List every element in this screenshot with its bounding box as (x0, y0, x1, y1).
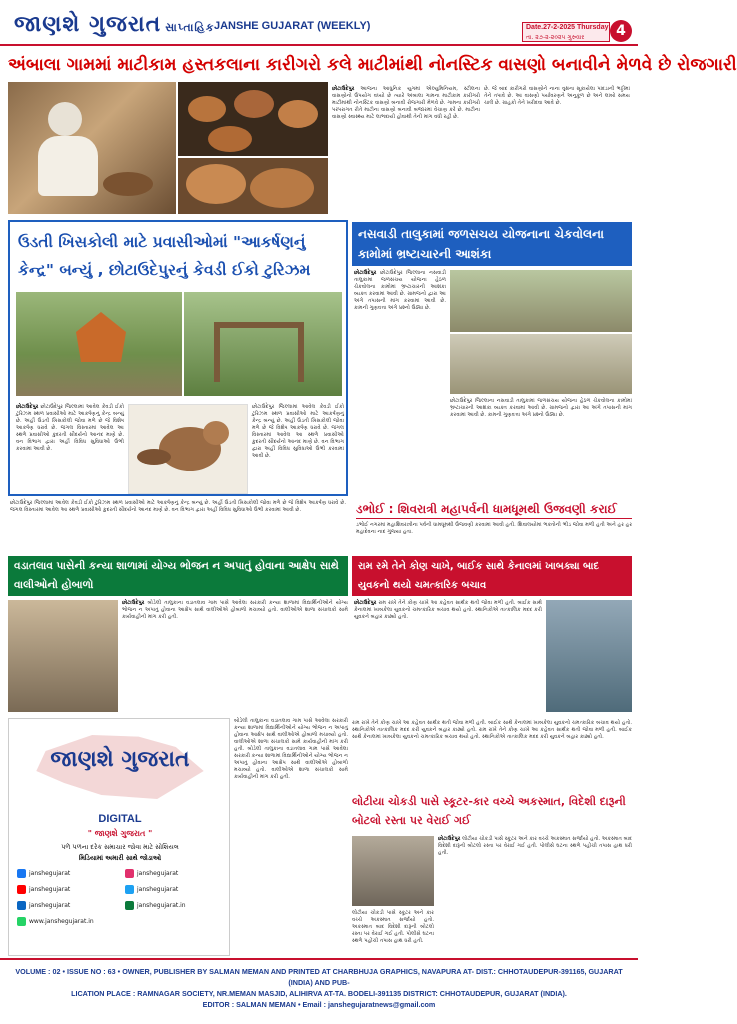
story2-text-left: છોટાઉદેપુર જિલ્લામાં આવેલ કેવડી ઈકો ટુરિઝમ સ્થળ પ્રવાસીઓ માટે આકર્ષણનું કેન્દ્ર બન્યું છે. અહીં ઉડતી ખિસકોલી જોવા મળે છે જે વિશેષ આકર્ષણ ધરાવે છે. જંગલ વિસ્તારમાં આવેલ આ સ્થળે પ્રવાસીઓ કુદરતી સૌંદર્યનો આનંદ માણે છે. વન વિભાગ દ્વારા અહીં વિવિધ સુવિધાઓ ઉભી કરવામાં આવી છે. (16, 404, 124, 452)
story3-text-1: છોટાઉદેપુર જિલ્લાના નસવાડી તાલુકામાં જળસંચય યોજના હેઠળ ચેકવોલના કામોમાં ભ્રષ્ટાચારની આશંકા વ્યક્ત કરવામાં આવી છે. ગ્રામજનો દ્વારા આ અંગે તપાસની માંગ કરવામાં આવી છે. કામની ગુણવત્તા અંગે પ્રશ્નો ઉઠ્યા છે. (354, 270, 446, 311)
keydi-ecotourism-photo (16, 292, 182, 396)
social-twitter[interactable]: janshegujarat (125, 885, 178, 894)
story6-dateline: છોટાઉદેપુર (354, 600, 377, 606)
story3-dateline: છોટાઉદેપુર (354, 270, 377, 276)
story5-continued-text: બોડેલી તાલુકાના વડાતલાવ ગામ પાસે આવેલા સરકારી કન્યા શાળામાં વિદ્યાર્થિનીઓને યોગ્ય ભોજન ન અપાતું હોવાના આક્ષેપ સાથે વાલીઓએ હોબાળો મચાવ્યો હતો. વાલીઓએ શાળા સંચાલકો સામે કાર્યવાહીની માંગ કરી હતી. (234, 718, 348, 752)
facebook-icon (17, 869, 26, 878)
story3-block (352, 222, 632, 496)
youtube-icon (17, 885, 26, 894)
story4-body (356, 522, 632, 550)
story6-block (352, 556, 632, 716)
ad-digital: DIGITAL (98, 813, 142, 825)
checkwall-photo-2 (450, 334, 632, 394)
clay-pots-photo (178, 82, 328, 156)
story4-headline: ડભોઈ : શિવરાત્રી મહાપર્વની ધામધૂમથી ઉજવણી કરાઈ (356, 500, 632, 519)
flying-squirrel-photo (128, 404, 248, 494)
story1-column1 (332, 86, 480, 216)
story2-box (8, 220, 348, 496)
page-number: 4 (610, 20, 632, 42)
date-english: Date.27-2-2025 Thursday (526, 24, 609, 31)
story7-body (438, 836, 632, 954)
story2-headline: ઉડતી ખિસકોલી માટે પ્રવાસીઓમાં "આકર્ષણનું કેન્દ્ર" બન્યું , છોટાઉદેપુરનું કેવડી ઈકો ટુરિઝમ (18, 233, 311, 279)
logo-suffix: સાપ્તાહિક (165, 21, 215, 34)
date-box (522, 22, 610, 42)
instagram-icon (125, 869, 134, 878)
twitter-icon (125, 885, 134, 894)
story5-dateline: છોટાઉદેપુર (122, 600, 145, 606)
headline-main: અંબાલા ગામમાં માટીકામ હસ્તકલાના કારીગરો કલે માટીમાંથી નોનસ્ટિક વાસણો બનાવીને મેળવે છે રોજગારી (8, 55, 737, 75)
story5-body (122, 600, 348, 712)
story7-body-below: લોટીયા ચોકડી પાસે સ્કૂટર અને કાર વચ્ચે અકસ્માત સર્જાયો હતો. અકસ્માત બાદ વિદેશી દારૂની બોટલો રસ્તા પર વેરાઈ ગઈ હતી. પોલીસે ઘટના સ્થળે પહોંચી તપાસ હાથ ધરી હતી. (352, 910, 434, 944)
canal-photo (546, 600, 632, 712)
story6-continued: રામ રાખે તેને કોણ ચાખે આ કહેવત સાર્થક થતી જોવા મળી હતી. બાઈક સાથે કેનાલમાં ખાબકેલા યુવકનો ચમત્કારિક બચાવ થયો હતો. સ્થાનિકોએ તાત્કાલિક મદદ કરી યુવકને બહાર કાઢ્યો હતો. રામ રાખે તેને કોણ ચાખે આ કહેવત સાર્થક થતી જોવા મળી હતી. બાઈક સાથે કેનાલમાં ખાબકેલા યુવકનો ચમત્કારિક બચાવ થયો હતો. સ્થાનિકોએ તાત્કાલિક મદદ કરી યુવકને બહાર કાઢ્યો હતો. (352, 720, 632, 740)
story3-body-left (354, 270, 446, 492)
social-linkedin[interactable]: janshegujarat (17, 901, 70, 910)
story7-text: લોટીયા ચોકડી પાસે સ્કૂટર અને કાર વચ્ચે અકસ્માત સર્જાયો હતો. અકસ્માત બાદ વિદેશી દારૂની બોટલો રસ્તા પર વેરાઈ ગઈ હતી. પોલીસે ઘટના સ્થળે પહોંચી તપાસ હાથ ધરી હતી. (438, 836, 632, 856)
school-photo (8, 600, 118, 712)
ad-brand: જાણશે ગુજરાત (50, 747, 190, 772)
social-youtube[interactable]: janshegujarat (17, 885, 70, 894)
footer-line-1: VOLUME : 02 • ISSUE NO : 63 • OWNER, PUBLISHER BY SALMAN MEMAN AND PRINTED AT CHARBHUJA GRAPHICS, NAVAPURA AT- DIST.: CHHOTAUDEPUR-391165, GUJARAT (INDIA) AND PUB- (15, 967, 623, 987)
story7-dateline: છોટાઉદેપુર (438, 836, 461, 842)
story5-block (8, 556, 348, 716)
story2-body-left (16, 404, 124, 494)
story3-text-2: છોટાઉદેપુર જિલ્લાના નસવાડી તાલુકામાં જળસંચય યોજના હેઠળ ચેકવોલના કામોમાં ભ્રષ્ટાચારની આશંકા વ્યક્ત કરવામાં આવી છે. ગ્રામજનો દ્વારા આ અંગે તપાસની માંગ કરવામાં આવી છે. કામની ગુણવત્તા અંગે પ્રશ્નો ઉઠ્યા છે. (450, 398, 632, 418)
linkedin-icon (17, 901, 26, 910)
story6-text: રામ રાખે તેને કોણ ચાખે આ કહેવત સાર્થક થતી જોવા મળી હતી. બાઈક સાથે કેનાલમાં ખાબકેલા યુવકનો ચમત્કારિક બચાવ થયો હતો. સ્થાનિકોએ તાત્કાલિક મદદ કરી યુવકને બહાર કાઢ્યો હતો. (354, 600, 543, 620)
story2-continued (10, 500, 346, 552)
social-facebook[interactable]: janshegujarat (17, 869, 70, 878)
footer-line-3: EDITOR : SALMAN MEMAN • Email : janshegujaratnews@gmail.com (202, 1000, 436, 1009)
paper-name: JANSHE GUJARAT (WEEKLY) (214, 20, 371, 32)
potter-photo (8, 82, 176, 214)
social-whatsapp[interactable]: www.janshegujarat.in (17, 917, 94, 926)
ad-tagline-3: મિડિયામાં અમારી સાથે જોડાઓ (78, 854, 162, 862)
story1-body-2: છે. જે બાદ કારીગરો વાસણોને નાના વૃક્ષના સૂકાયેલા પાંદડાની ભઠ્ઠીમાં તેને તપાવે છે. આ વાસણો પર્યાવરણને અનુકૂળ છે અને લાંબો સમય ચાલે છે. ગ્રાહકો તેને ખરીદવા આવે છે. (484, 86, 630, 106)
accident-photo (352, 836, 434, 906)
logo-text: જાણશે ગુજરાત (14, 12, 162, 37)
newspaper-logo (14, 12, 215, 37)
story4-text: ડભોઈ નગરમાં મહાશિવરાત્રીના પર્વની ધામધૂમથી ઉજવણી કરવામાં આવી હતી. શિવાલયોમાં ભક્તોની ભીડ જોવા મળી હતી અને હર હર મહાદેવના નાદ ગુંજ્યા હતા. (356, 522, 632, 535)
story7-block (352, 792, 632, 956)
imprint-footer (0, 958, 638, 1024)
ad-tagline-2: પળે પળના દરેક સમાચાર જોવા માટે સોશિયલ (61, 843, 179, 851)
story2-body-right (252, 404, 344, 494)
ad-tagline-1: " જાણશે ગુજરાત " (87, 829, 153, 838)
story4-block (352, 500, 632, 550)
masthead (0, 0, 638, 46)
story2-continued-text: છોટાઉદેપુર જિલ્લામાં આવેલ કેવડી ઈકો ટુરિઝમ સ્થળ પ્રવાસીઓ માટે આકર્ષણનું કેન્દ્ર બન્યું છે. અહીં ઉડતી ખિસકોલી જોવા મળે છે જે વિશેષ આકર્ષણ ધરાવે છે. જંગલ વિસ્તારમાં આવેલ આ સ્થળે પ્રવાસીઓ કુદરતી સૌંદર્યનો આનંદ માણે છે. વન વિભાગ દ્વારા અહીં વિવિધ સુવિધાઓ ઉભી કરવામાં આવી છે. (10, 500, 346, 513)
story1-dateline: છોટાઉદેપુર (332, 86, 355, 92)
story2-text-right: છોટાઉદેપુર જિલ્લામાં આવેલ કેવડી ઈકો ટુરિઝમ સ્થળ પ્રવાસીઓ માટે આકર્ષણનું કેન્દ્ર બન્યું છે. અહીં ઉડતી ખિસકોલી જોવા મળે છે જે વિશેષ આકર્ષણ ધરાવે છે. જંગલ વિસ્તારમાં આવેલ આ સ્થળે પ્રવાસીઓ કુદરતી સૌંદર્યનો આનંદ માણે છે. વન વિભાગ દ્વારા અહીં વિવિધ સુવિધાઓ ઉભી કરવામાં આવી છે. (252, 404, 344, 459)
story2-dateline: છોટાઉદેપુર (16, 404, 39, 410)
clay-plates-photo (178, 158, 328, 214)
tourism-gate-photo (184, 292, 342, 396)
story1-column2 (484, 86, 630, 216)
story6-body (354, 600, 542, 712)
story7-headline: લોટીયા ચોકડી પાસે સ્કૂટર-કાર વચ્ચે અકસ્માત, વિદેશી દારૂની બોટલો રસ્તા પર વેરાઈ ગઈ (352, 795, 626, 827)
story1-body-1: આજના આધુનિક યુગમાં એલ્યુમિનિયમ, સ્ટીલના વાસણોનો ઉપયોગ વધ્યો છે ત્યારે અંબાલા ગામના માટીકામ કારીગરો માટીમાંથી નોનસ્ટિક વાસણો બનાવી રોજગારી મેળવે છે. ગામના કારીગરો પરંપરાગત રીતે માટીના વાસણો બનાવી બજારમાં વેચાણ કરે છે. માટીના વાસણો સ્વાસ્થ્ય માટે લાભદાયી હોવાથી તેની માંગ વધી રહી છે. (332, 86, 480, 120)
whatsapp-icon (17, 917, 26, 926)
story5-text: બોડેલી તાલુકાના વડાતલાવ ગામ પાસે આવેલા સરકારી કન્યા શાળામાં વિદ્યાર્થિનીઓને યોગ્ય ભોજન ન અપાતું હોવાના આક્ષેપ સાથે વાલીઓએ હોબાળો મચાવ્યો હતો. વાલીઓએ શાળા સંચાલકો સામે કાર્યવાહીની માંગ કરી હતી. (122, 600, 348, 620)
story5-headline: વડાતલાવ પાસેની કન્યા શાળામાં યોગ્ય ભોજન ન અપાતું હોવાના આક્ષેપ સાથે વાલીઓનો હોબાળો (8, 556, 348, 596)
footer-line-2: LICATION PLACE : RAMNAGAR SOCIETY, NR.MEMAN MASJID, ALIHIRVA AT-TA. BODELI-391135 DISTRICT: CHHOTAUDEPUR, GUJARAT (INDIA). (71, 989, 567, 998)
digital-ad (8, 718, 230, 956)
story5-continued: બોડેલી તાલુકાના વડાતલાવ ગામ પાસે આવેલા સરકારી કન્યા શાળામાં વિદ્યાર્થિનીઓને યોગ્ય ભોજન ન અપાતું હોવાના આક્ષેપ સાથે વાલીઓએ હોબાળો મચાવ્યો હતો. વાલીઓએ શાળા સંચાલકો સામે કાર્યવાહીની માંગ કરી હતી. બોડેલી તાલુકાના વડાતલાવ ગામ પાસે આવેલા સરકારી કન્યા શાળામાં વિદ્યાર્થિનીઓને યોગ્ય ભોજન ન અપાતું હોવાના આક્ષેપ સાથે વાલીઓએ હોબાળો મચાવ્યો હતો. વાલીઓએ શાળા સંચાલકો સામે કાર્યવાહીની માંગ કરી હતી. (234, 718, 348, 780)
globe-icon (125, 901, 134, 910)
date-gujarati: તા. ૨૭-૨-૨૦૨૫ ગુરુવાર (526, 34, 585, 41)
story6-continued-text: રામ રાખે તેને કોણ ચાખે આ કહેવત સાર્થક થતી જોવા મળી હતી. બાઈક સાથે કેનાલમાં ખાબકેલા યુવકનો ચમત્કારિક બચાવ થયો હતો. સ્થાનિકોએ તાત્કાલિક મદદ કરી યુવકને બહાર કાઢ્યો હતો. (352, 720, 632, 733)
social-website[interactable]: janshegujarat.in (125, 901, 186, 910)
checkwall-photo-1 (450, 270, 632, 332)
story3-headline: નસવાડી તાલુકામાં જળસચય યોજનાના ચેકવોલના કામોમાં ભ્રષ્ટાચારની આશંકા (352, 222, 632, 266)
story3-body-right (450, 398, 632, 492)
social-instagram[interactable]: janshegujarat (125, 869, 178, 878)
story6-headline: રામ રમે તેને કોણ ચાખે, બાઈક સાથે કેનાલમાં ખાબક્યા બાદ યુવકનો થયો ચમત્કારિક બચાવ (352, 556, 632, 596)
